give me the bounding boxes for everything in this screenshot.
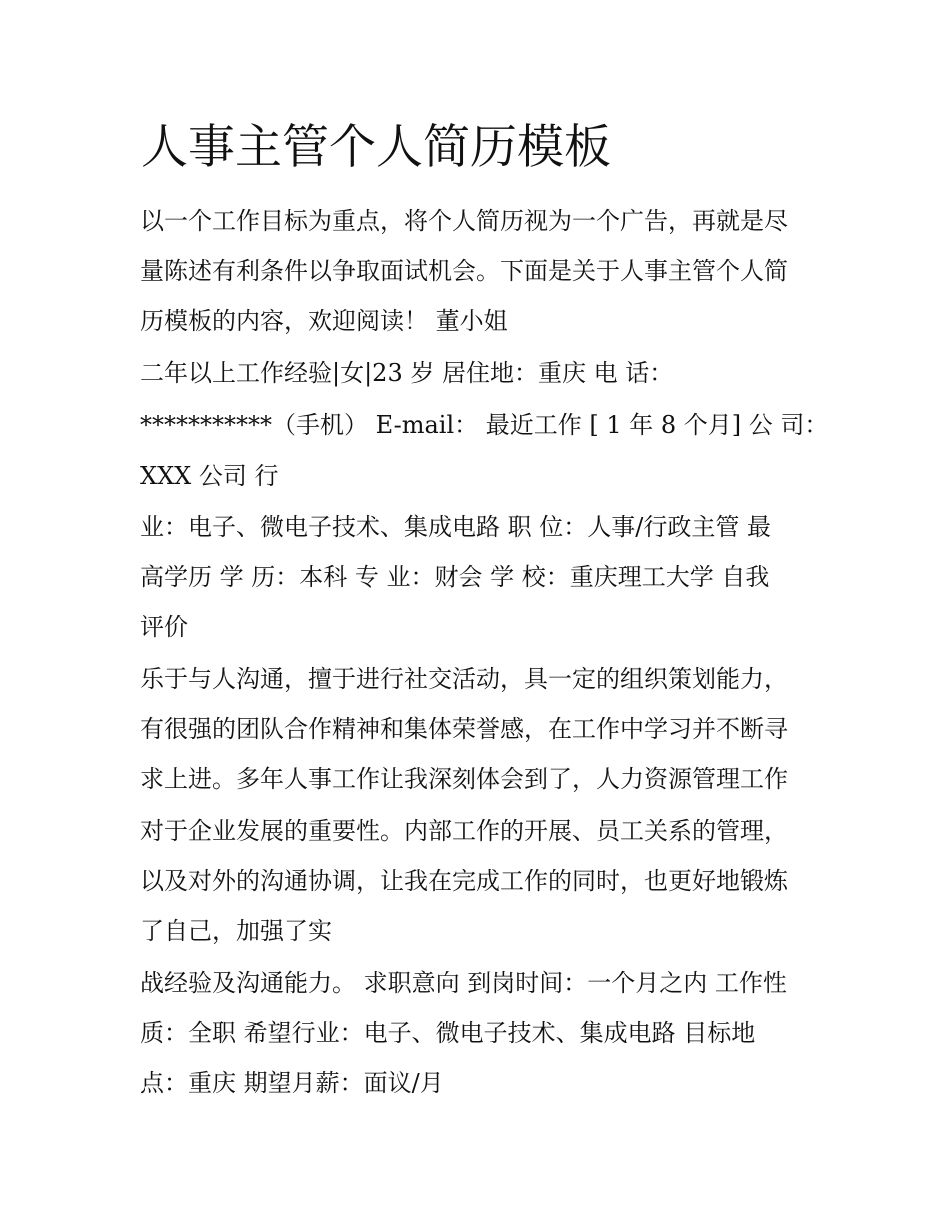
body-line: 业：电子、微电子技术、集成电路 职 位：人事/行政主管 最 (140, 513, 771, 541)
body-line: 战经验及沟通能力。 求职意向 到岗时间：一个月之内 工作性 (140, 969, 787, 997)
body-line: 高学历 学 历：本科 专 业：财会 学 校：重庆理工大学 自我 (140, 563, 770, 591)
body-line: XXX 公司 行 (140, 462, 279, 490)
body-line: 评价 (140, 613, 188, 641)
body-line: 量陈述有利条件以争取面试机会。下面是关于人事主管个人简 (140, 257, 788, 285)
body-line: 求上进。多年人事工作让我深刻体会到了，人力资源管理工作 (140, 765, 788, 793)
body-line: 了自己，加强了实 (140, 917, 332, 945)
body-line: 二年以上工作经验|女|23 岁 居住地：重庆 电 话： (140, 359, 674, 387)
document-title: 人事主管个人简历模板 (141, 120, 611, 175)
body-line: 乐于与人沟通，擅于进行社交活动，具一定的组织策划能力， (140, 665, 788, 693)
body-line: 对于企业发展的重要性。内部工作的开展、员工关系的管理， (140, 817, 788, 845)
body-line: 质：全职 希望行业：电子、微电子技术、集成电路 目标地 (140, 1019, 756, 1047)
body-line: 点：重庆 期望月薪：面议/月 (140, 1069, 444, 1097)
body-line: 以及对外的沟通协调，让我在完成工作的同时，也更好地锻炼 (140, 867, 788, 895)
body-line: 有很强的团队合作精神和集体荣誉感，在工作中学习并不断寻 (140, 715, 788, 743)
body-line: ***********（手机） E-mail： 最近工作 [ 1 年 8 个月] 公 司： (140, 411, 829, 439)
body-line: 以一个工作目标为重点，将个人简历视为一个广告，再就是尽 (140, 207, 788, 235)
body-line: 历模板的内容，欢迎阅读！ 董小姐 (140, 307, 508, 335)
